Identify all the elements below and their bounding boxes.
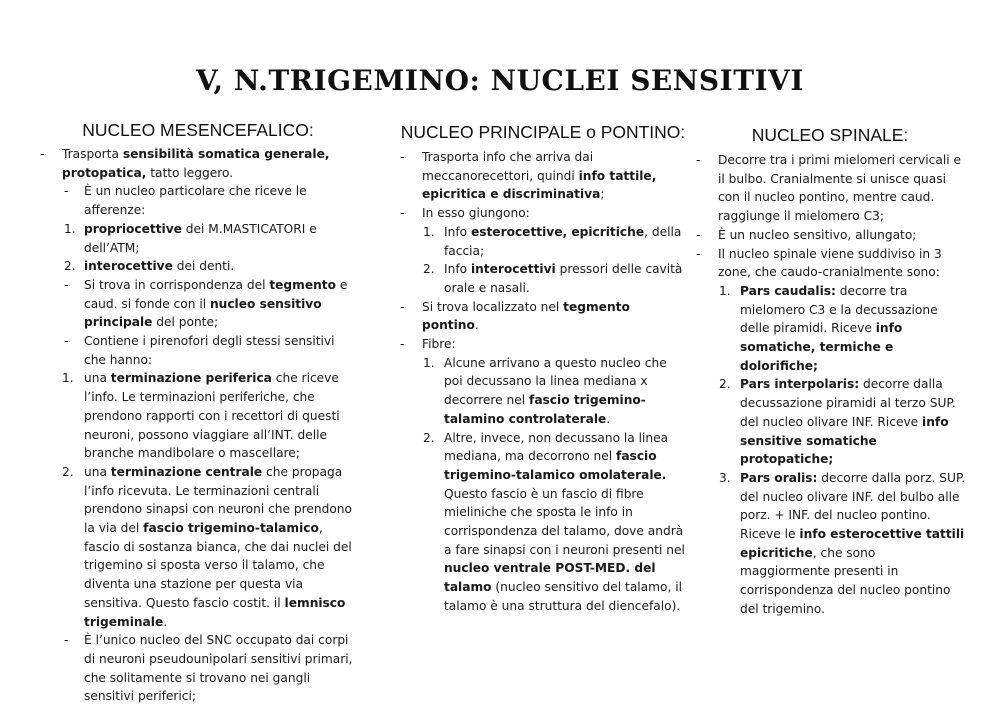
list-item xyxy=(694,245,966,282)
list-marker: - xyxy=(400,206,405,221)
item-text: una xyxy=(84,371,111,386)
bold-text: interocettive xyxy=(84,259,173,274)
column-heading: NUCLEO PRINCIPALE o PONTINO: xyxy=(400,122,686,142)
bold-text: tegmento pontino xyxy=(422,299,630,333)
bold-text: fascio trigemino-talamico omolaterale. xyxy=(444,449,667,482)
list-marker: 2. xyxy=(719,377,731,392)
item-text: È un nucleo particolare che riceve le afferenze: xyxy=(84,184,307,218)
list-item xyxy=(398,204,688,223)
list-marker: 2. xyxy=(423,262,435,277)
bold-text: interocettivi xyxy=(470,262,556,277)
bold-text: tegmento xyxy=(269,277,336,292)
list-marker: - xyxy=(400,299,405,314)
item-text: del ponte; xyxy=(152,315,219,330)
list-marker: 2. xyxy=(62,464,74,479)
item-text: Info xyxy=(444,224,471,239)
bold-text: Pars caudalis: xyxy=(740,283,836,298)
list-marker: 1. xyxy=(423,355,435,370)
item-text: ; xyxy=(600,187,605,202)
list-marker: - xyxy=(400,150,405,164)
item-text: che riceve l’info. Le terminazioni periferiche, che prendono rapporti con i recettori di questi neuroni, possono viaggiare all’INT. delle branche mandibolare o mascellare; xyxy=(84,371,340,461)
column-spinale xyxy=(694,122,966,619)
list-marker: - xyxy=(64,633,69,648)
item-text: È un nucleo sensitivo, allungato; xyxy=(718,227,917,242)
item-text: . xyxy=(606,411,611,426)
list-marker: - xyxy=(64,334,69,349)
list-item xyxy=(38,463,358,631)
item-list xyxy=(38,145,358,706)
list-item xyxy=(398,335,688,354)
list-item xyxy=(398,223,688,260)
column-heading: NUCLEO MESENCEFALICO: xyxy=(82,120,314,140)
bold-text: Pars interpolaris: xyxy=(740,377,860,392)
bold-text: fascio trigemino-talamino controlaterale xyxy=(444,393,646,426)
item-text: e caud. si fonde con il xyxy=(84,277,348,311)
item-text: dei denti. xyxy=(172,259,235,274)
item-text: decorre dalla porz. SUP. del nucleo olivare INF. del bulbo alle porz. + INF. del nucleo pontino. Riceve le xyxy=(740,470,966,542)
item-text: , fascio di sostanza bianca, che dai nuclei del trigemino si sposta verso il talamo, che diventa una stazione per questa via sensitiva. Questo fascio costit. il xyxy=(84,521,352,610)
list-item xyxy=(38,276,358,332)
list-item xyxy=(38,220,358,257)
list-item xyxy=(38,369,358,463)
list-marker: - xyxy=(696,153,701,167)
item-text: Trasporta xyxy=(62,147,123,161)
column-mesencefalico xyxy=(38,120,358,706)
bold-text: info esterocettive tattili epicritiche xyxy=(740,527,965,560)
bold-text: nucleo ventrale POST-MED. del talamo xyxy=(444,561,656,595)
list-marker: - xyxy=(400,337,405,352)
item-text: decorre dalla decussazione piramidi al terzo SUP. del nucleo olivare INF. Riceve xyxy=(740,377,956,429)
bold-text: info somatiche, termiche e dolorifiche; xyxy=(740,321,903,373)
item-text: Si trova in corrispondenza del xyxy=(84,277,270,292)
bold-text: propriocettive xyxy=(84,221,182,236)
column-principale xyxy=(398,122,688,616)
bold-text: sensibilità somatica generale, protopatica, xyxy=(62,147,330,180)
list-marker: 2. xyxy=(64,259,76,274)
item-text: pressori delle cavità orale e nasali. xyxy=(444,262,683,295)
list-item xyxy=(38,332,358,369)
bold-text: lemnisco trigeminale xyxy=(84,595,346,629)
item-text: Alcune arrivano a questo nucleo che poi decussano la linea mediana x decorrere nel xyxy=(444,355,667,408)
list-marker: 2. xyxy=(423,430,435,445)
item-text: Contiene i pirenofori degli stessi sensitivi che hanno: xyxy=(84,334,335,367)
item-text: che propaga l’info ricevuta. Le terminazioni centrali prendono sinapsi con neuroni che prendono la via del xyxy=(84,464,352,536)
list-item xyxy=(398,148,688,204)
item-text: dei M.MASTICATORI e dell’ATM; xyxy=(84,221,317,255)
item-text: Trasporta info che arriva dai meccanorecettori, quindi xyxy=(422,150,594,183)
bold-text: terminazione periferica xyxy=(110,371,272,386)
list-marker: 1. xyxy=(719,283,731,298)
list-item xyxy=(38,631,358,706)
column-heading: NUCLEO SPINALE: xyxy=(751,125,909,145)
item-list xyxy=(398,148,688,616)
list-marker: - xyxy=(696,227,701,242)
list-marker: - xyxy=(696,246,701,261)
list-marker: 3. xyxy=(719,470,731,485)
list-item xyxy=(398,260,688,297)
page-title: V, N.TRIGEMINO: NUCLEI SENSITIVI xyxy=(196,64,804,97)
bold-text: Pars oralis: xyxy=(740,470,818,485)
list-marker: - xyxy=(64,184,69,199)
list-item xyxy=(398,429,688,616)
bold-text: terminazione centrale xyxy=(110,464,263,479)
list-marker: 1. xyxy=(64,221,76,236)
bold-text: fascio trigemino-talamico xyxy=(143,521,319,536)
list-marker: - xyxy=(64,277,69,292)
list-item xyxy=(694,151,966,226)
list-item xyxy=(694,375,966,469)
item-text: , che sono maggiormente presenti in corrispondenza del nucleo pontino del trigemino. xyxy=(740,545,951,616)
list-item xyxy=(398,298,688,335)
item-text: È l’unico nucleo del SNC occupato dai corpi di neuroni pseudounipolari sensitivi primari, che solitamente si trovano nei gangli sensitivi periferici; xyxy=(84,633,353,704)
bold-text: esterocettive, epicritiche xyxy=(470,224,645,239)
item-text: Info xyxy=(444,262,471,277)
bold-text: info sensitive somatiche protopatiche; xyxy=(740,414,949,467)
item-text: . xyxy=(474,318,479,333)
item-text: Fibre: xyxy=(422,337,456,352)
item-list xyxy=(694,151,966,619)
item-text: Si trova localizzato nel xyxy=(422,299,564,314)
item-text: In esso giungono: xyxy=(422,206,530,221)
list-item xyxy=(694,469,966,619)
list-marker: 1. xyxy=(62,371,74,386)
item-text: , della faccia; xyxy=(444,224,682,258)
item-text: Decorre tra i primi mielomeri cervicali e il bulbo. Cranialmente si unisce quasi con il nucleo pontino, mentre caud. raggiunge il mielomero C3; xyxy=(718,153,961,224)
list-marker: 1. xyxy=(423,224,435,239)
list-item xyxy=(694,282,966,376)
item-text: tatto leggero. xyxy=(146,165,234,180)
list-marker: - xyxy=(40,147,45,161)
list-item xyxy=(398,354,688,429)
list-item xyxy=(38,257,358,276)
item-text: decorre tra mielomero C3 e la decussazione delle piramidi. Riceve xyxy=(740,283,938,336)
item-text: una xyxy=(84,464,111,479)
list-item xyxy=(38,182,358,219)
item-text: . xyxy=(163,614,168,629)
item-text: Questo fascio è un fascio di fibre mieliniche che sposta le info in corrispondenza del talamo, dove andrà a fare sinapsi con i neuroni presenti nel xyxy=(444,486,685,557)
item-text: Altre, invece, non decussano la linea mediana, ma decorrono nel xyxy=(444,430,669,464)
list-item xyxy=(38,145,358,182)
item-text: (nucleo sensitivo del talamo, il talamo è una struttura del diencefalo). xyxy=(444,580,682,613)
bold-text: info tattile, epicritica e discriminativa xyxy=(422,168,657,202)
list-item xyxy=(694,226,966,245)
bold-text: nucleo sensitivo principale xyxy=(84,296,322,330)
item-text: Il nucleo spinale viene suddiviso in 3 zone, che caudo-cranialmente sono: xyxy=(718,246,942,280)
